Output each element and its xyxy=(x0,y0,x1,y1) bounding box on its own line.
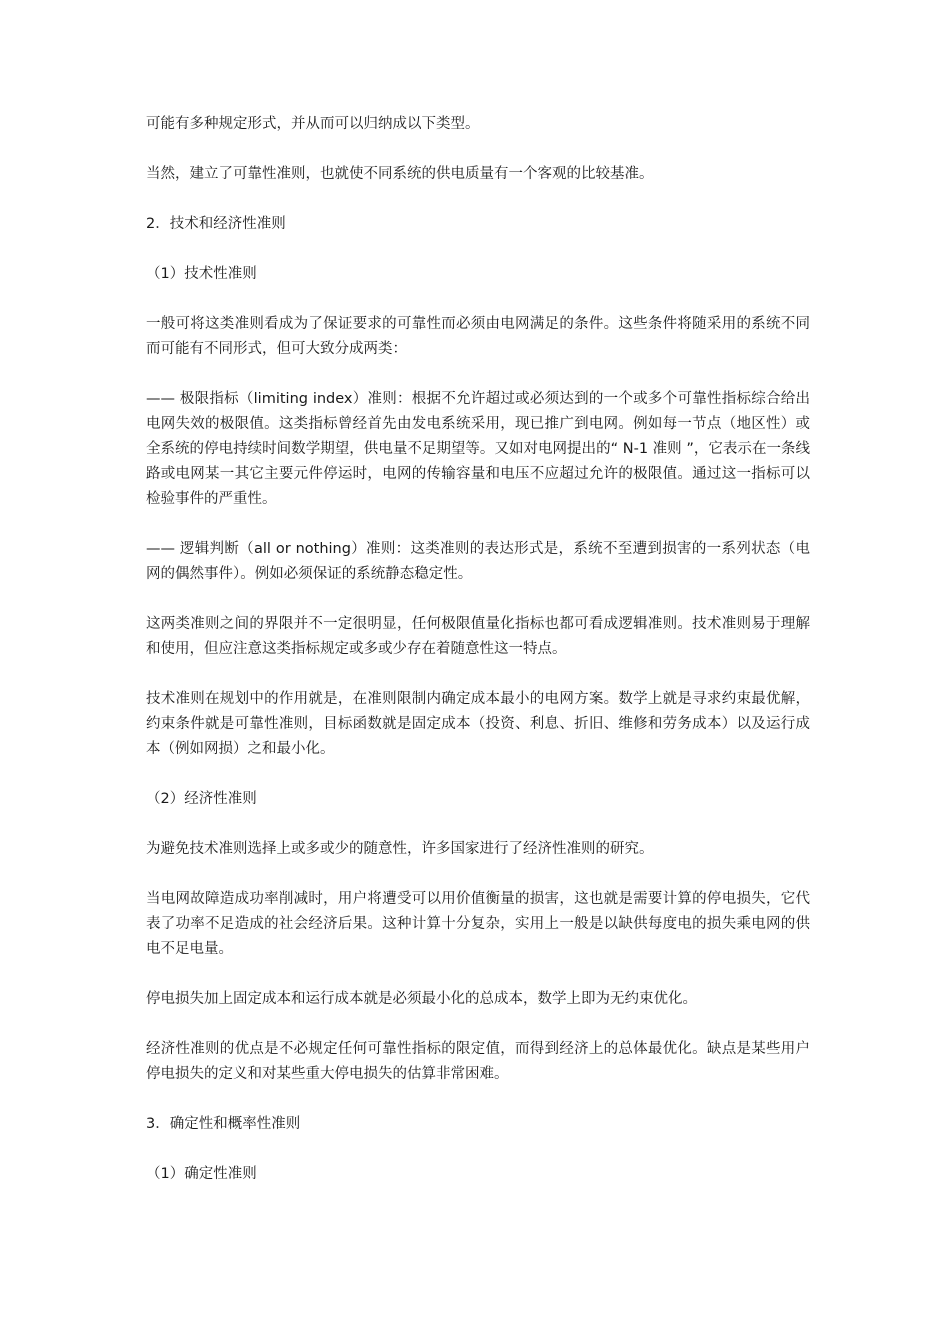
paragraph: 可能有多种规定形式，并从而可以归纳成以下类型。 xyxy=(146,116,480,132)
paragraph: 一般可将这类准则看成为了保证要求的可靠性而必须由电网满足的条件。这些条件将随采用的系统不同而可能有不同形式，但可大致分成两类： xyxy=(146,316,810,357)
paragraph: 当然，建立了可靠性准则，也就使不同系统的供电质量有一个客观的比较基准。 xyxy=(146,166,654,182)
section-heading: 2．技术和经济性准则 xyxy=(146,216,286,232)
paragraph: 当电网故障造成功率削减时，用户将遭受可以用价值衡量的损害，这也就是需要计算的停电损失，它代表了功率不足造成的社会经济后果。这种计算十分复杂，实用上一般是以缺供每度电的损失乘电网的供电不足电量。 xyxy=(146,891,810,957)
document-page xyxy=(146,112,810,1212)
section-heading: 3．确定性和概率性准则 xyxy=(146,1116,301,1132)
paragraph: 技术准则在规划中的作用就是，在准则限制内确定成本最小的电网方案。数学上就是寻求约束最优解，约束条件就是可靠性准则，目标函数就是固定成本（投资、利息、折旧、维修和劳务成本）以及运行成本（例如网损）之和最小化。 xyxy=(146,691,810,757)
paragraph: 为避免技术准则选择上或多或少的随意性，许多国家进行了经济性准则的研究。 xyxy=(146,841,654,857)
paragraph: 经济性准则的优点是不必规定任何可靠性指标的限定值，而得到经济上的总体最优化。缺点是某些用户停电损失的定义和对某些重大停电损失的估算非常困难。 xyxy=(146,1041,810,1082)
subsection-heading: （2）经济性准则 xyxy=(146,791,257,807)
subsection-heading: （1）确定性准则 xyxy=(146,1166,257,1182)
paragraph: 停电损失加上固定成本和运行成本就是必须最小化的总成本，数学上即为无约束优化。 xyxy=(146,991,697,1007)
subsection-heading: （1）技术性准则 xyxy=(146,266,257,282)
paragraph: —— 极限指标（limiting index）准则：根据不允许超过或必须达到的一个或多个可靠性指标综合给出电网失效的极限值。这类指标曾经首先由发电系统采用，现已推广到电网。例如每一节点（地区性）或全系统的停电持续时间数学期望，供电量不足期望等。又如对电网提出的“ N-1 准则 ”，它表示在一条线路或电网某一其它主要元件停运时，电网的传输容量和电压不应超过允许的极限值。通过这一指标可以检验事件的严重性。 xyxy=(146,391,810,507)
paragraph: 这两类准则之间的界限并不一定很明显，任何极限值量化指标也都可看成逻辑准则。技术准则易于理解和使用，但应注意这类指标规定或多或少存在着随意性这一特点。 xyxy=(146,616,810,657)
paragraph: —— 逻辑判断（all or nothing）准则：这类准则的表达形式是，系统不至遭到损害的一系列状态（电网的偶然事件）。例如必须保证的系统静态稳定性。 xyxy=(146,541,810,582)
